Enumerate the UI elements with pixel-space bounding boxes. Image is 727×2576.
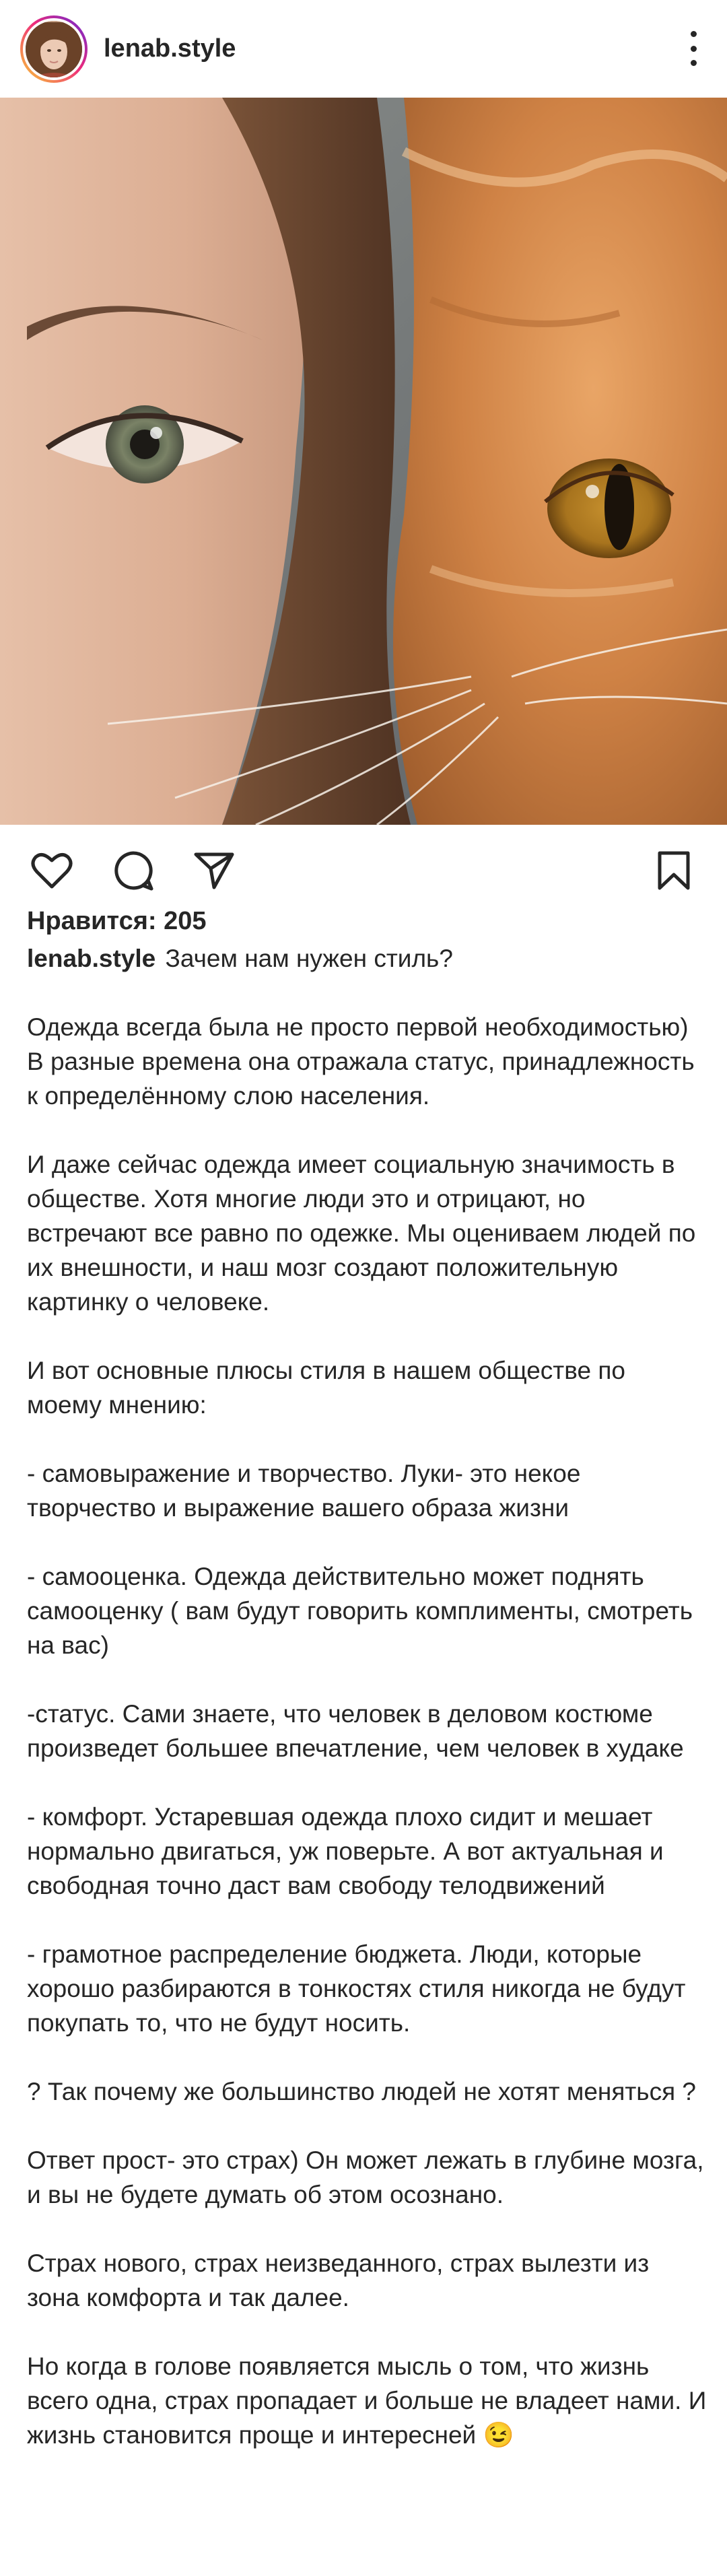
- caption-paragraph: Одежда всегда была не просто первой необходимостью) В разные времена она отражала статус, принадлежность к определённому слою населения.: [27, 1013, 695, 1110]
- avatar-story-ring[interactable]: [20, 15, 88, 83]
- likes-count[interactable]: Нравится: 205: [27, 907, 207, 935]
- more-dot: [691, 46, 697, 52]
- caption-paragraph: Страх нового, страх неизведанного, страх вылезти из зона комфорта и так далее.: [27, 2249, 650, 2311]
- post-action-bar: [0, 835, 727, 902]
- post-header: [0, 0, 727, 98]
- caption-paragraph: И вот основные плюсы стиля в нашем обществе по моему мнению:: [27, 1357, 625, 1419]
- caption-paragraph: И даже сейчас одежда имеет социальную значимость в обществе. Хотя многие люди это и отрицают, но встречают все равно по одежке. Мы оцениваем людей по их внешности, и наш мозг создают положительную картинку о человеке.: [27, 1151, 696, 1316]
- post-username[interactable]: lenab.style: [104, 34, 236, 63]
- caption-paragraph: -статус. Сами знаете, что человек в деловом костюме произведет большее впечатление, чем человек в худаке: [27, 1700, 684, 1762]
- caption-title: Зачем нам нужен стиль?: [165, 945, 453, 972]
- avatar-image: [26, 21, 82, 77]
- paper-plane-icon[interactable]: [191, 847, 238, 894]
- caption-username[interactable]: lenab.style: [27, 945, 156, 972]
- caption-paragraph: Ответ прост- это страх) Он может лежать в глубине мозга, и вы не будете думать об этом осознано.: [27, 2146, 704, 2208]
- paper-plane-icon-glyph: [193, 851, 235, 890]
- heart-icon[interactable]: [28, 847, 75, 894]
- avatar: [26, 21, 82, 77]
- comment-icon[interactable]: [110, 847, 157, 894]
- bookmark-icon-glyph: [656, 850, 691, 891]
- caption-paragraph: - комфорт. Устаревшая одежда плохо сидит и мешает нормально двигаться, уж поверьте. А вот актуальная и свободная точно даст вам свободу телодвижений: [27, 1803, 664, 1899]
- caption-paragraph: Но когда в голове появляется мысль о том, что жизнь всего одна, страх пропадает и больше не владеет нами. И жизнь становится проще и интересней 😉: [27, 2352, 707, 2449]
- avatar-frame: [23, 18, 85, 80]
- post-caption: [27, 941, 707, 2486]
- caption-first-line: [27, 941, 707, 976]
- comment-icon-glyph: [112, 850, 154, 891]
- heart-icon-glyph: [31, 852, 73, 889]
- bookmark-icon[interactable]: [650, 847, 697, 894]
- caption-paragraph: - самооценка. Одежда действительно может поднять самооценку ( вам будут говорить комплименты, смотреть на вас): [27, 1563, 693, 1659]
- caption-paragraph: - самовыражение и творчество. Луки- это некое творчество и выражение вашего образа жизни: [27, 1460, 581, 1522]
- post-photo-image: [0, 98, 727, 825]
- caption-paragraph: - грамотное распределение бюджета. Люди, которые хорошо разбираются в тонкостях стиля никогда не будут покупать то, что не будут носить.: [27, 1940, 686, 2037]
- caption-paragraph: ? Так почему же большинство людей не хотят меняться ?: [27, 2078, 696, 2105]
- more-vertical-icon[interactable]: [687, 31, 700, 66]
- post-photo[interactable]: [0, 98, 727, 825]
- more-dot: [691, 60, 697, 66]
- more-dot: [691, 31, 697, 37]
